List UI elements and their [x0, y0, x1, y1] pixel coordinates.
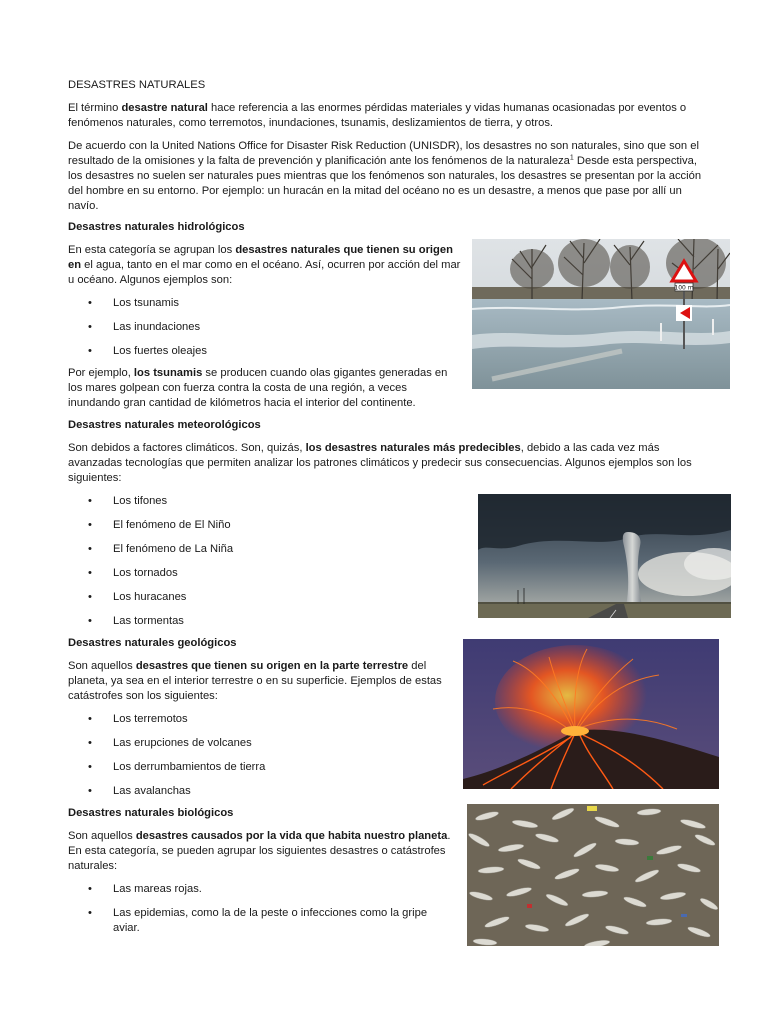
bio-paragraph-1: Son aquellos desastres causados por la vida que habita nuestro planeta. En esta categoría, se pueden agrupar los siguientes desastres o catástrofes naturales: — [68, 830, 451, 872]
heading-hidrologicos: Desastres naturales hidrológicos — [68, 221, 245, 233]
geo-paragraph-1: Son aquellos desastres que tienen su origen en la parte terrestre del planeta, ya sea en el interior terrestre o en su superficie. Ejemplos de estas catástrofes son los siguientes: — [68, 660, 442, 702]
list-item: • Las mareas rojas. — [88, 882, 448, 906]
heading-geologicos: Desastres naturales geológicos — [68, 637, 237, 649]
list-item: • Los fuertes oleajes — [88, 344, 207, 368]
list-item: • Los tornados — [88, 566, 233, 590]
list-item: • El fenómeno de El Niño — [88, 518, 233, 542]
meteo-list — [88, 494, 233, 638]
sign-distance-text: 100 m — [674, 284, 694, 292]
intro-paragraph-2: De acuerdo con la United Nations Office for Disaster Risk Reduction (UNISDR), los desastres no son naturales, sino que son el resultado de la omisiones y la falta de prevención y planificación ante los fenómenos de la naturaleza$^1$ Desde esta perspectiva, los desastres no suelen ser naturales pues mientras que los fenómenos son naturales, los desastres se presentan por la acción del hombre en su entorno. Por ejemplo: un huracán en la mitad del océano no es un desastre, a menos que pase por allí un navío. — [68, 140, 702, 212]
flood-image — [472, 239, 730, 389]
tornado-image — [478, 494, 731, 618]
list-item: • Los tsunamis — [88, 296, 207, 320]
list-item: • Los huracanes — [88, 590, 233, 614]
list-item: • Las inundaciones — [88, 320, 207, 344]
bio-list — [88, 882, 448, 940]
meteo-paragraph-1: Son debidos a factores climáticos. Son, quizás, los desastres naturales más predecibles, debido a las cada vez más avanzadas tecnologías que permiten analizar los patrones climáticos y predecir sus consecuencias. Algunos ejemplos son los siguientes: — [68, 442, 692, 484]
hidro-list — [88, 296, 207, 368]
dead-fish-image — [467, 804, 719, 946]
document-title: DESASTRES NATURALES — [68, 79, 206, 91]
list-item: • Las tormentas — [88, 614, 233, 638]
heading-biologicos: Desastres naturales biológicos — [68, 807, 234, 819]
intro-paragraph-1: El término desastre natural hace referencia a las enormes pérdidas materiales y vidas humanas ocasionadas por eventos o fenómenos naturales, como terremotos, inundaciones, tsunamis, deslizamientos de tierra, y otros. — [68, 102, 687, 129]
heading-meteorologicos: Desastres naturales meteorológicos — [68, 419, 261, 431]
list-item: • Las epidemias, como la de la peste o infecciones como la gripe aviar. — [88, 906, 448, 940]
hidro-paragraph-2: Por ejemplo, los tsunamis se producen cuando olas gigantes generadas en los mares golpean con fuerza contra la costa de una región, a veces inundando gran cantidad de kilómetros hacia el interior del continente. — [68, 367, 448, 409]
list-item: • Las avalanchas — [88, 784, 265, 808]
list-item: • Los tifones — [88, 494, 233, 518]
geo-list — [88, 712, 265, 808]
list-item: • Los terremotos — [88, 712, 265, 736]
list-item: • El fenómeno de La Niña — [88, 542, 233, 566]
list-item: • Los derrumbamientos de tierra — [88, 760, 265, 784]
volcano-image — [463, 639, 719, 789]
hidro-paragraph-1: En esta categoría se agrupan los desastres naturales que tienen su origen en el agua, tanto en el mar como en el océano. Así, ocurren por acción del mar u océano. Algunos ejemplos son: — [68, 244, 461, 286]
list-item: • Las erupciones de volcanes — [88, 736, 265, 760]
